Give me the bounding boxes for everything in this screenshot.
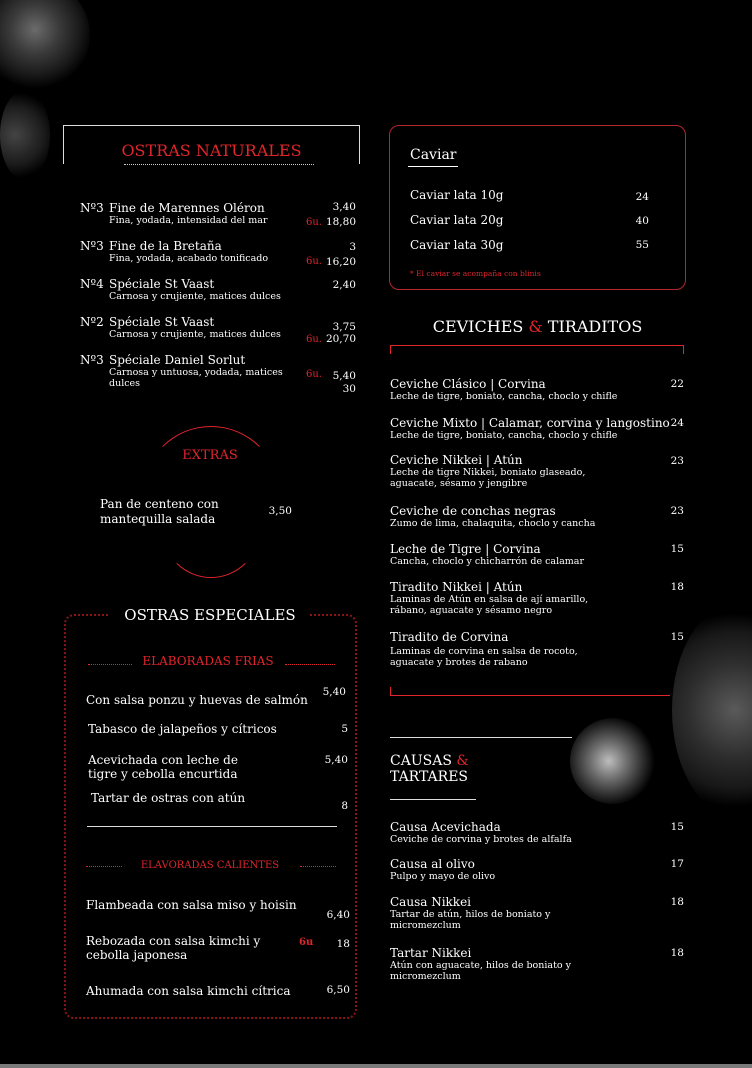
frias-price: 5,40 — [322, 686, 346, 698]
ostras-naturales-title-text: OSTRAS NATURALES — [121, 141, 302, 160]
extras-bottom-arc — [162, 480, 260, 578]
ceviche-item-name: Ceviche Nikkei | Atún — [390, 453, 523, 467]
ceviches-top-bracket — [390, 345, 684, 354]
extras-item-price: 3,50 — [268, 505, 292, 517]
frias-item: Acevichada con leche de tigre y cebolla encurtida — [88, 753, 238, 781]
oyster-price-dozen: 16,20 — [325, 256, 356, 268]
causas-title-amp: & — [456, 753, 469, 769]
oyster-quantity: 6u. — [306, 217, 322, 228]
calientes-price: 6,50 — [326, 984, 350, 996]
calientes-price: 18 — [336, 938, 350, 950]
oyster-price-dozen: 20,70 — [325, 333, 356, 345]
ceviche-item-price: 23 — [670, 455, 684, 467]
causa-item-description: Atún con aguacate, hilos de boniato y micromezclum — [390, 960, 572, 982]
ceviche-item-description: Laminas de Atún en salsa de ají amarillo, rábano, aguacate y sésamo negro — [390, 594, 589, 616]
ceviche-item-price: 15 — [670, 631, 684, 643]
causas-bottom-rule — [390, 799, 476, 800]
ostras-naturales-underline — [124, 164, 314, 165]
oyster-number: Nº3 — [80, 353, 104, 367]
extras-item-name: Pan de centeno con mantequilla salada — [100, 497, 219, 526]
ceviche-item-name: Tiradito Nikkei | Atún — [390, 580, 523, 594]
oyster-description: Fina, yodada, acabado tonificado — [109, 253, 269, 264]
oyster-price: 3,40 — [332, 201, 356, 213]
oyster-name: Fine de la Bretaña — [109, 239, 222, 253]
causa-item-name: Causa Acevichada — [390, 820, 501, 834]
ceviches-bottom-bracket — [390, 687, 670, 696]
oyster-quantity: 6u. — [306, 334, 322, 345]
causa-item-name: Tartar Nikkei — [390, 946, 472, 960]
ceviche-item-price: 23 — [670, 505, 684, 517]
causa-item-price: 18 — [670, 896, 684, 908]
ceviche-item-price: 22 — [670, 378, 684, 390]
calientes-item: Flambeada con salsa miso y hoisin — [86, 898, 297, 912]
ostras-naturales-title — [63, 141, 360, 160]
ceviche-item-name: Tiradito de Corvina — [390, 630, 509, 644]
frias-price: 5 — [341, 723, 348, 735]
oyster-price: 5,40 — [332, 370, 356, 382]
ceviches-title-part2: TIRADITOS — [547, 317, 643, 336]
ceviches-title-amp: & — [528, 317, 543, 336]
oyster-description: Carnosa y crujiente, matices dulces — [109, 329, 281, 340]
calientes-right-rule — [300, 866, 336, 867]
extras-title: EXTRAS — [182, 448, 238, 463]
ceviche-item-description: Cancha, choclo y chicharrón de calamar — [390, 556, 584, 567]
oyster-description: Fina, yodada, intensidad del mar — [109, 215, 268, 226]
ceviche-item-description: Laminas de corvina en salsa de rocoto, aguacate y brotes de rabano — [390, 646, 578, 668]
oyster-description: Carnosa y crujiente, matices dulces — [109, 291, 281, 302]
oyster-name: Spéciale Daniel Sorlut — [109, 353, 246, 367]
section-divider — [87, 826, 337, 827]
causas-title-part2: TARTARES — [390, 769, 469, 785]
caviar-item: Caviar lata 30g — [410, 238, 504, 252]
frias-item: Con salsa ponzu y huevas de salmón — [86, 693, 308, 707]
ceviche-item-name: Ceviche de conchas negras — [390, 504, 556, 518]
causa-item-price: 15 — [670, 821, 684, 833]
oyster-price: 3 — [349, 241, 356, 253]
causa-item-price: 18 — [670, 947, 684, 959]
calientes-left-rule — [86, 866, 122, 867]
caviar-title-underline — [408, 166, 458, 167]
frias-right-rule — [285, 664, 335, 665]
oyster-quantity: 6u. — [306, 369, 322, 380]
ostras-especiales-title: OSTRAS ESPECIALES — [110, 606, 310, 626]
ceviche-item-price: 24 — [670, 417, 684, 429]
causa-item-name: Causa al olivo — [390, 857, 475, 871]
oyster-name: Spéciale St Vaast — [109, 277, 215, 291]
calientes-item: Rebozada con salsa kimchi y cebolla japonesa — [86, 934, 261, 962]
oyster-name: Fine de Marennes Oléron — [109, 201, 265, 215]
oyster-price: 2,40 — [332, 279, 356, 291]
frias-price: 8 — [341, 800, 348, 812]
oyster-name: Spéciale St Vaast — [109, 315, 215, 329]
caviar-item: Caviar lata 10g — [410, 188, 504, 202]
oyster-number: Nº3 — [80, 201, 104, 215]
oyster-description: Carnosa y untuosa, yodada, matices dulces — [109, 367, 283, 389]
ceviche-item-name: Ceviche Clásico | Corvina — [390, 377, 546, 391]
oyster-image — [570, 718, 656, 804]
caviar-price: 40 — [635, 215, 649, 227]
oyster-quantity: 6u. — [306, 256, 322, 267]
caviar-title: Caviar — [410, 147, 457, 163]
oyster-image — [0, 90, 50, 180]
causas-top-rule — [390, 737, 572, 738]
frias-item: Tartar de ostras con atún — [91, 791, 246, 805]
oyster-price-dozen: 30 — [342, 383, 356, 395]
ceviche-item-description: Zumo de lima, chalaquita, choclo y cancha — [390, 518, 596, 529]
ceviche-item-description: Leche de tigre Nikkei, boniato glaseado, aguacate, sésamo y jengibre — [390, 467, 586, 489]
causa-item-description: Ceviche de corvina y brotes de alfalfa — [390, 834, 572, 845]
causa-item-price: 17 — [670, 858, 684, 870]
page-bottom-border — [0, 1064, 752, 1068]
ceviche-item-description: Leche de tigre, boniato, cancha, choclo y chifle — [390, 430, 618, 441]
oyster-number: Nº2 — [80, 315, 104, 329]
causas-title-part1: CAUSAS — [390, 753, 452, 769]
ceviches-title-part1: CEVICHES — [432, 317, 524, 336]
calientes-quantity: 6u — [299, 937, 314, 948]
ceviche-item-name: Leche de Tigre | Corvina — [390, 542, 541, 556]
frias-price: 5,40 — [324, 754, 348, 766]
frias-item: Tabasco de jalapeños y cítricos — [88, 722, 277, 736]
ceviche-item-description: Leche de tigre, boniato, cancha, choclo y chifle — [390, 391, 618, 402]
causa-item-name: Causa Nikkei — [390, 895, 472, 909]
plate-image — [672, 600, 752, 820]
ceviche-item-price: 18 — [670, 581, 684, 593]
causas-title — [390, 753, 469, 785]
oyster-number: Nº4 — [80, 277, 104, 291]
frias-title: ELABORADAS FRIAS — [142, 654, 274, 668]
ceviche-item-price: 15 — [670, 543, 684, 555]
calientes-title: ELAVORADAS CALIENTES — [140, 860, 280, 871]
oyster-price: 3,75 — [332, 321, 356, 333]
causa-item-description: Pulpo y mayo de olivo — [390, 871, 496, 882]
causa-item-description: Tartar de atún, hilos de boniato y micromezclum — [390, 909, 551, 931]
caviar-item: Caviar lata 20g — [410, 213, 504, 227]
oyster-price-dozen: 18,80 — [325, 216, 356, 228]
calientes-price: 6,40 — [326, 909, 350, 921]
frias-left-rule — [88, 664, 132, 665]
caviar-price: 24 — [635, 191, 649, 203]
caviar-price: 55 — [635, 239, 649, 251]
ceviches-title — [389, 317, 686, 336]
oyster-number: Nº3 — [80, 239, 104, 253]
oyster-image — [0, 0, 90, 90]
ceviche-item-name: Ceviche Mixto | Calamar, corvina y langostino — [390, 416, 670, 430]
calientes-item: Ahumada con salsa kimchi cítrica — [86, 984, 291, 998]
caviar-note: * El caviar se acompaña con blinis — [410, 269, 541, 278]
